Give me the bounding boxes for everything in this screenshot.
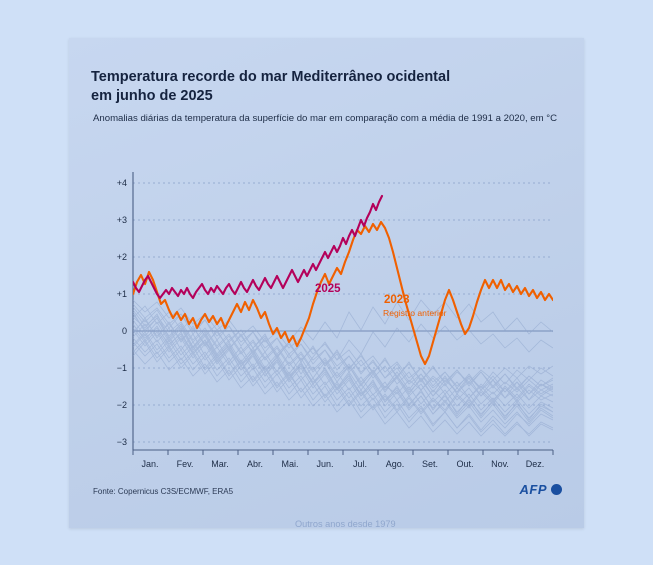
x-label-set: Set.: [421, 459, 439, 469]
x-label-jan: Jan.: [141, 459, 159, 469]
x-label-abr: Abr.: [246, 459, 264, 469]
x-label-dez: Dez.: [525, 459, 545, 469]
line-chart-svg: [93, 142, 561, 480]
annotation-other-years: Outros anos desde 1979: [295, 519, 396, 529]
title-line-2: em junho de 2025: [91, 88, 213, 104]
afp-dot-icon: [551, 484, 562, 495]
svg-text:+3: +3: [116, 215, 127, 225]
x-tick-marks: [133, 450, 553, 455]
page-title: [91, 68, 551, 106]
svg-text:0: 0: [121, 326, 127, 336]
source-note: Fonte: Copernicus C3S/ECMWF, ERA5: [93, 487, 234, 496]
chart-subtitle: Anomalias diárias da temperatura da superfície do mar em comparação com a média de 1991 a 2020, em °C: [93, 113, 558, 124]
x-label-out: Out.: [456, 459, 474, 469]
x-label-ago: Ago.: [385, 459, 405, 469]
afp-logo: [520, 482, 563, 497]
x-label-mar: Mar.: [211, 459, 229, 469]
svg-text:+4: +4: [116, 178, 127, 188]
svg-text:−1: −1: [116, 363, 127, 373]
x-label-nov: Nov.: [491, 459, 509, 469]
svg-text:+2: +2: [116, 252, 127, 262]
gridlines: [133, 183, 553, 442]
afp-logo-text: AFP: [519, 482, 547, 497]
svg-text:−3: −3: [116, 437, 127, 447]
x-label-mai: Mai.: [281, 459, 299, 469]
y-tick-labels: [117, 178, 127, 447]
series-2025: [133, 196, 382, 298]
annotation-2023: 2023: [384, 294, 410, 306]
annotation-2023-subtitle: Registro anterior: [383, 308, 447, 318]
x-tick-labels: [141, 459, 544, 469]
title-line-1: Temperatura recorde do mar Mediterrâneo ocidental: [91, 69, 451, 85]
svg-text:−2: −2: [116, 400, 127, 410]
annotation-2025: 2025: [315, 283, 341, 295]
x-label-jun: Jun.: [316, 459, 334, 469]
svg-text:+1: +1: [116, 289, 127, 299]
chart-card: [69, 38, 584, 528]
x-label-fev: Fev.: [176, 459, 194, 469]
x-label-jul: Jul.: [352, 459, 368, 469]
